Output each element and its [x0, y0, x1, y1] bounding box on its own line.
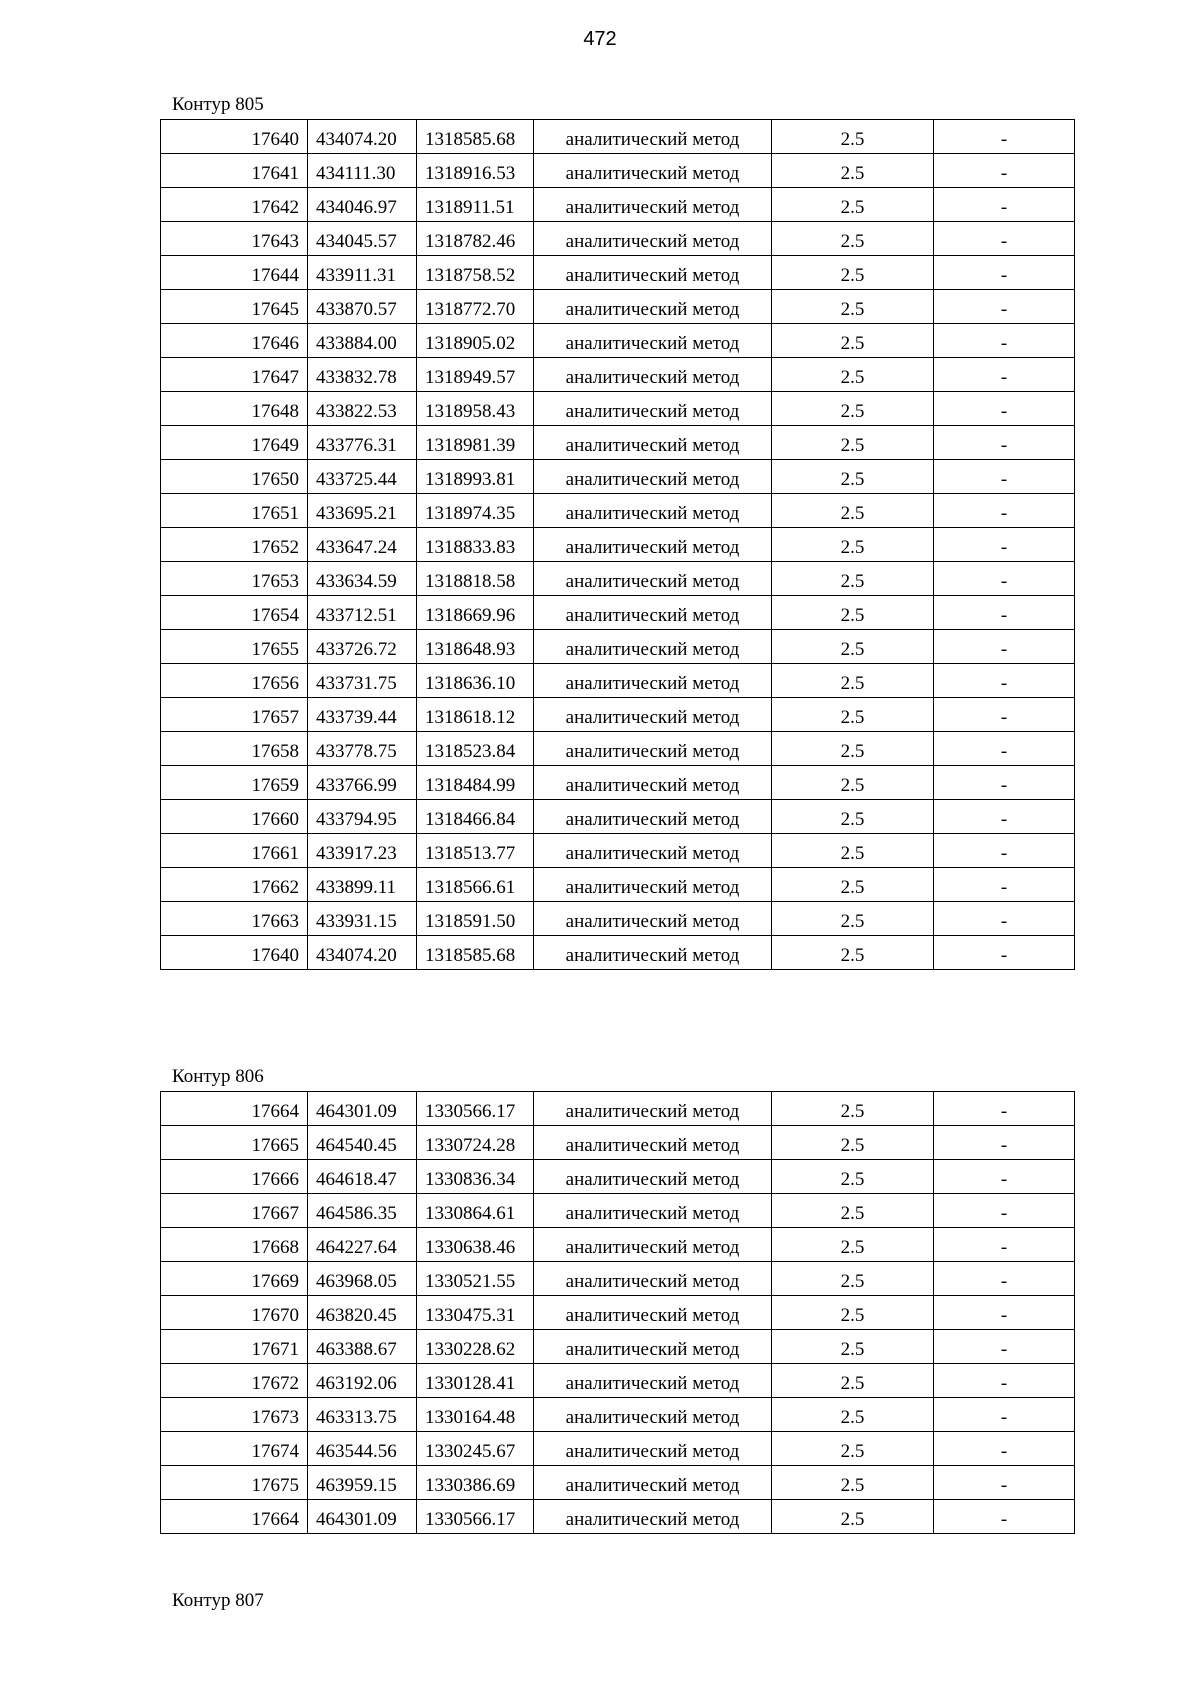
- note-cell: -: [934, 902, 1075, 936]
- method-cell: аналитический метод: [534, 1466, 772, 1500]
- method-cell: аналитический метод: [534, 256, 772, 290]
- note-cell: -: [934, 188, 1075, 222]
- table-row: [161, 902, 1075, 936]
- accuracy-cell: 2.5: [772, 698, 934, 732]
- point-number-cell: 17663: [161, 902, 308, 936]
- y-coordinate-cell: 1318905.02: [417, 324, 534, 358]
- table-row: [161, 1500, 1075, 1534]
- note-cell: -: [934, 630, 1075, 664]
- point-number-cell: 17654: [161, 596, 308, 630]
- point-number-cell: 17647: [161, 358, 308, 392]
- table-row: [161, 358, 1075, 392]
- y-coordinate-cell: 1318911.51: [417, 188, 534, 222]
- method-cell: аналитический метод: [534, 426, 772, 460]
- method-cell: аналитический метод: [534, 596, 772, 630]
- y-coordinate-cell: 1330521.55: [417, 1262, 534, 1296]
- accuracy-cell: 2.5: [772, 188, 934, 222]
- point-number-cell: 17643: [161, 222, 308, 256]
- accuracy-cell: 2.5: [772, 1092, 934, 1126]
- accuracy-cell: 2.5: [772, 494, 934, 528]
- accuracy-cell: 2.5: [772, 1432, 934, 1466]
- y-coordinate-cell: 1330128.41: [417, 1364, 534, 1398]
- x-coordinate-cell: 433931.15: [308, 902, 417, 936]
- table-row: [161, 664, 1075, 698]
- y-coordinate-cell: 1318758.52: [417, 256, 534, 290]
- x-coordinate-cell: 464301.09: [308, 1092, 417, 1126]
- accuracy-cell: 2.5: [772, 766, 934, 800]
- note-cell: -: [934, 1500, 1075, 1534]
- note-cell: -: [934, 1330, 1075, 1364]
- x-coordinate-cell: 433725.44: [308, 460, 417, 494]
- x-coordinate-cell: 464618.47: [308, 1160, 417, 1194]
- accuracy-cell: 2.5: [772, 868, 934, 902]
- y-coordinate-cell: 1330566.17: [417, 1500, 534, 1534]
- x-coordinate-cell: 463192.06: [308, 1364, 417, 1398]
- accuracy-cell: 2.5: [772, 1126, 934, 1160]
- table-row: [161, 324, 1075, 358]
- note-cell: -: [934, 528, 1075, 562]
- y-coordinate-cell: 1318585.68: [417, 936, 534, 970]
- note-cell: -: [934, 664, 1075, 698]
- point-number-cell: 17641: [161, 154, 308, 188]
- x-coordinate-cell: 434046.97: [308, 188, 417, 222]
- note-cell: -: [934, 800, 1075, 834]
- point-number-cell: 17659: [161, 766, 308, 800]
- y-coordinate-cell: 1318993.81: [417, 460, 534, 494]
- note-cell: -: [934, 1160, 1075, 1194]
- accuracy-cell: 2.5: [772, 596, 934, 630]
- accuracy-cell: 2.5: [772, 1160, 934, 1194]
- note-cell: -: [934, 936, 1075, 970]
- method-cell: аналитический метод: [534, 528, 772, 562]
- method-cell: аналитический метод: [534, 392, 772, 426]
- x-coordinate-cell: 433739.44: [308, 698, 417, 732]
- y-coordinate-cell: 1330724.28: [417, 1126, 534, 1160]
- table-row: [161, 460, 1075, 494]
- note-cell: -: [934, 392, 1075, 426]
- accuracy-cell: 2.5: [772, 120, 934, 154]
- point-number-cell: 17661: [161, 834, 308, 868]
- x-coordinate-cell: 433776.31: [308, 426, 417, 460]
- point-number-cell: 17649: [161, 426, 308, 460]
- y-coordinate-cell: 1330864.61: [417, 1194, 534, 1228]
- method-cell: аналитический метод: [534, 664, 772, 698]
- x-coordinate-cell: 433726.72: [308, 630, 417, 664]
- x-coordinate-cell: 433911.31: [308, 256, 417, 290]
- x-coordinate-cell: 464227.64: [308, 1228, 417, 1262]
- method-cell: аналитический метод: [534, 800, 772, 834]
- note-cell: -: [934, 1398, 1075, 1432]
- y-coordinate-cell: 1330475.31: [417, 1296, 534, 1330]
- note-cell: -: [934, 1364, 1075, 1398]
- accuracy-cell: 2.5: [772, 1262, 934, 1296]
- x-coordinate-cell: 463968.05: [308, 1262, 417, 1296]
- table-row: [161, 1092, 1075, 1126]
- y-coordinate-cell: 1330836.34: [417, 1160, 534, 1194]
- y-coordinate-cell: 1318958.43: [417, 392, 534, 426]
- x-coordinate-cell: 433870.57: [308, 290, 417, 324]
- y-coordinate-cell: 1318669.96: [417, 596, 534, 630]
- y-coordinate-cell: 1318636.10: [417, 664, 534, 698]
- accuracy-cell: 2.5: [772, 1330, 934, 1364]
- table-row: [161, 800, 1075, 834]
- method-cell: аналитический метод: [534, 1296, 772, 1330]
- y-coordinate-cell: 1330638.46: [417, 1228, 534, 1262]
- note-cell: -: [934, 732, 1075, 766]
- method-cell: аналитический метод: [534, 1432, 772, 1466]
- y-coordinate-cell: 1318916.53: [417, 154, 534, 188]
- table-row: [161, 1330, 1075, 1364]
- note-cell: -: [934, 1228, 1075, 1262]
- method-cell: аналитический метод: [534, 358, 772, 392]
- method-cell: аналитический метод: [534, 1330, 772, 1364]
- accuracy-cell: 2.5: [772, 936, 934, 970]
- x-coordinate-cell: 433712.51: [308, 596, 417, 630]
- method-cell: аналитический метод: [534, 494, 772, 528]
- method-cell: аналитический метод: [534, 1194, 772, 1228]
- point-number-cell: 17673: [161, 1398, 308, 1432]
- accuracy-cell: 2.5: [772, 1466, 934, 1500]
- point-number-cell: 17664: [161, 1500, 308, 1534]
- table-row: [161, 528, 1075, 562]
- accuracy-cell: 2.5: [772, 426, 934, 460]
- point-number-cell: 17656: [161, 664, 308, 698]
- y-coordinate-cell: 1318484.99: [417, 766, 534, 800]
- point-number-cell: 17666: [161, 1160, 308, 1194]
- point-number-cell: 17670: [161, 1296, 308, 1330]
- note-cell: -: [934, 1126, 1075, 1160]
- accuracy-cell: 2.5: [772, 562, 934, 596]
- note-cell: -: [934, 256, 1075, 290]
- point-number-cell: 17665: [161, 1126, 308, 1160]
- method-cell: аналитический метод: [534, 902, 772, 936]
- point-number-cell: 17672: [161, 1364, 308, 1398]
- point-number-cell: 17660: [161, 800, 308, 834]
- table-row: [161, 256, 1075, 290]
- method-cell: аналитический метод: [534, 1500, 772, 1534]
- y-coordinate-cell: 1318585.68: [417, 120, 534, 154]
- x-coordinate-cell: 434074.20: [308, 120, 417, 154]
- table-row: [161, 222, 1075, 256]
- point-number-cell: 17652: [161, 528, 308, 562]
- y-coordinate-cell: 1318523.84: [417, 732, 534, 766]
- point-number-cell: 17662: [161, 868, 308, 902]
- note-cell: -: [934, 120, 1075, 154]
- point-number-cell: 17675: [161, 1466, 308, 1500]
- note-cell: -: [934, 460, 1075, 494]
- y-coordinate-cell: 1318772.70: [417, 290, 534, 324]
- table-row: [161, 120, 1075, 154]
- table-row: [161, 1126, 1075, 1160]
- method-cell: аналитический метод: [534, 1364, 772, 1398]
- coordinates-table-806: [160, 1091, 1075, 1534]
- y-coordinate-cell: 1318782.46: [417, 222, 534, 256]
- table-row: [161, 562, 1075, 596]
- accuracy-cell: 2.5: [772, 1364, 934, 1398]
- point-number-cell: 17658: [161, 732, 308, 766]
- table-row: [161, 1228, 1075, 1262]
- x-coordinate-cell: 434045.57: [308, 222, 417, 256]
- accuracy-cell: 2.5: [772, 834, 934, 868]
- method-cell: аналитический метод: [534, 120, 772, 154]
- note-cell: -: [934, 494, 1075, 528]
- table-row: [161, 1364, 1075, 1398]
- point-number-cell: 17664: [161, 1092, 308, 1126]
- point-number-cell: 17674: [161, 1432, 308, 1466]
- note-cell: -: [934, 868, 1075, 902]
- note-cell: -: [934, 1092, 1075, 1126]
- table-row: [161, 1466, 1075, 1500]
- section-label-806: Контур 806: [172, 1066, 264, 1087]
- method-cell: аналитический метод: [534, 1228, 772, 1262]
- x-coordinate-cell: 464301.09: [308, 1500, 417, 1534]
- note-cell: -: [934, 562, 1075, 596]
- table-row: [161, 766, 1075, 800]
- accuracy-cell: 2.5: [772, 222, 934, 256]
- note-cell: -: [934, 222, 1075, 256]
- point-number-cell: 17651: [161, 494, 308, 528]
- note-cell: -: [934, 1194, 1075, 1228]
- x-coordinate-cell: 463388.67: [308, 1330, 417, 1364]
- x-coordinate-cell: 463544.56: [308, 1432, 417, 1466]
- page-number: 472: [583, 28, 617, 50]
- table-row: [161, 596, 1075, 630]
- note-cell: -: [934, 698, 1075, 732]
- note-cell: -: [934, 1466, 1075, 1500]
- note-cell: -: [934, 596, 1075, 630]
- point-number-cell: 17668: [161, 1228, 308, 1262]
- point-number-cell: 17646: [161, 324, 308, 358]
- table-row: [161, 1296, 1075, 1330]
- method-cell: аналитический метод: [534, 1092, 772, 1126]
- table-row: [161, 154, 1075, 188]
- accuracy-cell: 2.5: [772, 392, 934, 426]
- method-cell: аналитический метод: [534, 324, 772, 358]
- y-coordinate-cell: 1330228.62: [417, 1330, 534, 1364]
- table-row: [161, 868, 1075, 902]
- method-cell: аналитический метод: [534, 766, 772, 800]
- method-cell: аналитический метод: [534, 222, 772, 256]
- y-coordinate-cell: 1318513.77: [417, 834, 534, 868]
- accuracy-cell: 2.5: [772, 800, 934, 834]
- note-cell: -: [934, 358, 1075, 392]
- point-number-cell: 17642: [161, 188, 308, 222]
- note-cell: -: [934, 766, 1075, 800]
- point-number-cell: 17644: [161, 256, 308, 290]
- point-number-cell: 17645: [161, 290, 308, 324]
- point-number-cell: 17653: [161, 562, 308, 596]
- accuracy-cell: 2.5: [772, 630, 934, 664]
- method-cell: аналитический метод: [534, 1126, 772, 1160]
- table-row: [161, 1398, 1075, 1432]
- point-number-cell: 17640: [161, 936, 308, 970]
- accuracy-cell: 2.5: [772, 664, 934, 698]
- table-row: [161, 392, 1075, 426]
- y-coordinate-cell: 1318618.12: [417, 698, 534, 732]
- table-row: [161, 936, 1075, 970]
- x-coordinate-cell: 433778.75: [308, 732, 417, 766]
- note-cell: -: [934, 154, 1075, 188]
- y-coordinate-cell: 1318648.93: [417, 630, 534, 664]
- x-coordinate-cell: 463959.15: [308, 1466, 417, 1500]
- method-cell: аналитический метод: [534, 1160, 772, 1194]
- method-cell: аналитический метод: [534, 630, 772, 664]
- x-coordinate-cell: 433634.59: [308, 562, 417, 596]
- accuracy-cell: 2.5: [772, 528, 934, 562]
- method-cell: аналитический метод: [534, 936, 772, 970]
- accuracy-cell: 2.5: [772, 1296, 934, 1330]
- y-coordinate-cell: 1318949.57: [417, 358, 534, 392]
- accuracy-cell: 2.5: [772, 1500, 934, 1534]
- table-row: [161, 188, 1075, 222]
- method-cell: аналитический метод: [534, 732, 772, 766]
- method-cell: аналитический метод: [534, 834, 772, 868]
- accuracy-cell: 2.5: [772, 324, 934, 358]
- y-coordinate-cell: 1318981.39: [417, 426, 534, 460]
- point-number-cell: 17671: [161, 1330, 308, 1364]
- method-cell: аналитический метод: [534, 1262, 772, 1296]
- table-row: [161, 732, 1075, 766]
- note-cell: -: [934, 1432, 1075, 1466]
- table-row: [161, 1432, 1075, 1466]
- x-coordinate-cell: 433917.23: [308, 834, 417, 868]
- method-cell: аналитический метод: [534, 868, 772, 902]
- section-label-805: Контур 805: [172, 94, 264, 115]
- method-cell: аналитический метод: [534, 1398, 772, 1432]
- x-coordinate-cell: 433695.21: [308, 494, 417, 528]
- accuracy-cell: 2.5: [772, 732, 934, 766]
- method-cell: аналитический метод: [534, 154, 772, 188]
- point-number-cell: 17650: [161, 460, 308, 494]
- x-coordinate-cell: 464586.35: [308, 1194, 417, 1228]
- method-cell: аналитический метод: [534, 290, 772, 324]
- accuracy-cell: 2.5: [772, 290, 934, 324]
- table-row: [161, 698, 1075, 732]
- note-cell: -: [934, 1296, 1075, 1330]
- table-row: [161, 1160, 1075, 1194]
- x-coordinate-cell: 433899.11: [308, 868, 417, 902]
- note-cell: -: [934, 324, 1075, 358]
- method-cell: аналитический метод: [534, 698, 772, 732]
- note-cell: -: [934, 834, 1075, 868]
- table-row: [161, 494, 1075, 528]
- y-coordinate-cell: 1330566.17: [417, 1092, 534, 1126]
- y-coordinate-cell: 1318591.50: [417, 902, 534, 936]
- x-coordinate-cell: 433884.00: [308, 324, 417, 358]
- x-coordinate-cell: 463313.75: [308, 1398, 417, 1432]
- x-coordinate-cell: 464540.45: [308, 1126, 417, 1160]
- accuracy-cell: 2.5: [772, 154, 934, 188]
- point-number-cell: 17667: [161, 1194, 308, 1228]
- point-number-cell: 17669: [161, 1262, 308, 1296]
- note-cell: -: [934, 1262, 1075, 1296]
- method-cell: аналитический метод: [534, 562, 772, 596]
- x-coordinate-cell: 434111.30: [308, 154, 417, 188]
- point-number-cell: 17640: [161, 120, 308, 154]
- x-coordinate-cell: 433647.24: [308, 528, 417, 562]
- accuracy-cell: 2.5: [772, 1228, 934, 1262]
- y-coordinate-cell: 1318566.61: [417, 868, 534, 902]
- accuracy-cell: 2.5: [772, 1398, 934, 1432]
- y-coordinate-cell: 1318974.35: [417, 494, 534, 528]
- y-coordinate-cell: 1330386.69: [417, 1466, 534, 1500]
- point-number-cell: 17655: [161, 630, 308, 664]
- accuracy-cell: 2.5: [772, 358, 934, 392]
- y-coordinate-cell: 1318818.58: [417, 562, 534, 596]
- coordinates-table-805: [160, 119, 1075, 970]
- section-label-807: Контур 807: [172, 1590, 264, 1611]
- x-coordinate-cell: 433822.53: [308, 392, 417, 426]
- accuracy-cell: 2.5: [772, 902, 934, 936]
- accuracy-cell: 2.5: [772, 256, 934, 290]
- note-cell: -: [934, 426, 1075, 460]
- table-row: [161, 1262, 1075, 1296]
- x-coordinate-cell: 463820.45: [308, 1296, 417, 1330]
- method-cell: аналитический метод: [534, 188, 772, 222]
- y-coordinate-cell: 1318833.83: [417, 528, 534, 562]
- table-row: [161, 630, 1075, 664]
- table-row: [161, 426, 1075, 460]
- method-cell: аналитический метод: [534, 460, 772, 494]
- accuracy-cell: 2.5: [772, 460, 934, 494]
- accuracy-cell: 2.5: [772, 1194, 934, 1228]
- x-coordinate-cell: 434074.20: [308, 936, 417, 970]
- x-coordinate-cell: 433794.95: [308, 800, 417, 834]
- point-number-cell: 17657: [161, 698, 308, 732]
- y-coordinate-cell: 1318466.84: [417, 800, 534, 834]
- note-cell: -: [934, 290, 1075, 324]
- table-row: [161, 834, 1075, 868]
- x-coordinate-cell: 433731.75: [308, 664, 417, 698]
- x-coordinate-cell: 433766.99: [308, 766, 417, 800]
- y-coordinate-cell: 1330164.48: [417, 1398, 534, 1432]
- table-row: [161, 290, 1075, 324]
- point-number-cell: 17648: [161, 392, 308, 426]
- table-row: [161, 1194, 1075, 1228]
- x-coordinate-cell: 433832.78: [308, 358, 417, 392]
- y-coordinate-cell: 1330245.67: [417, 1432, 534, 1466]
